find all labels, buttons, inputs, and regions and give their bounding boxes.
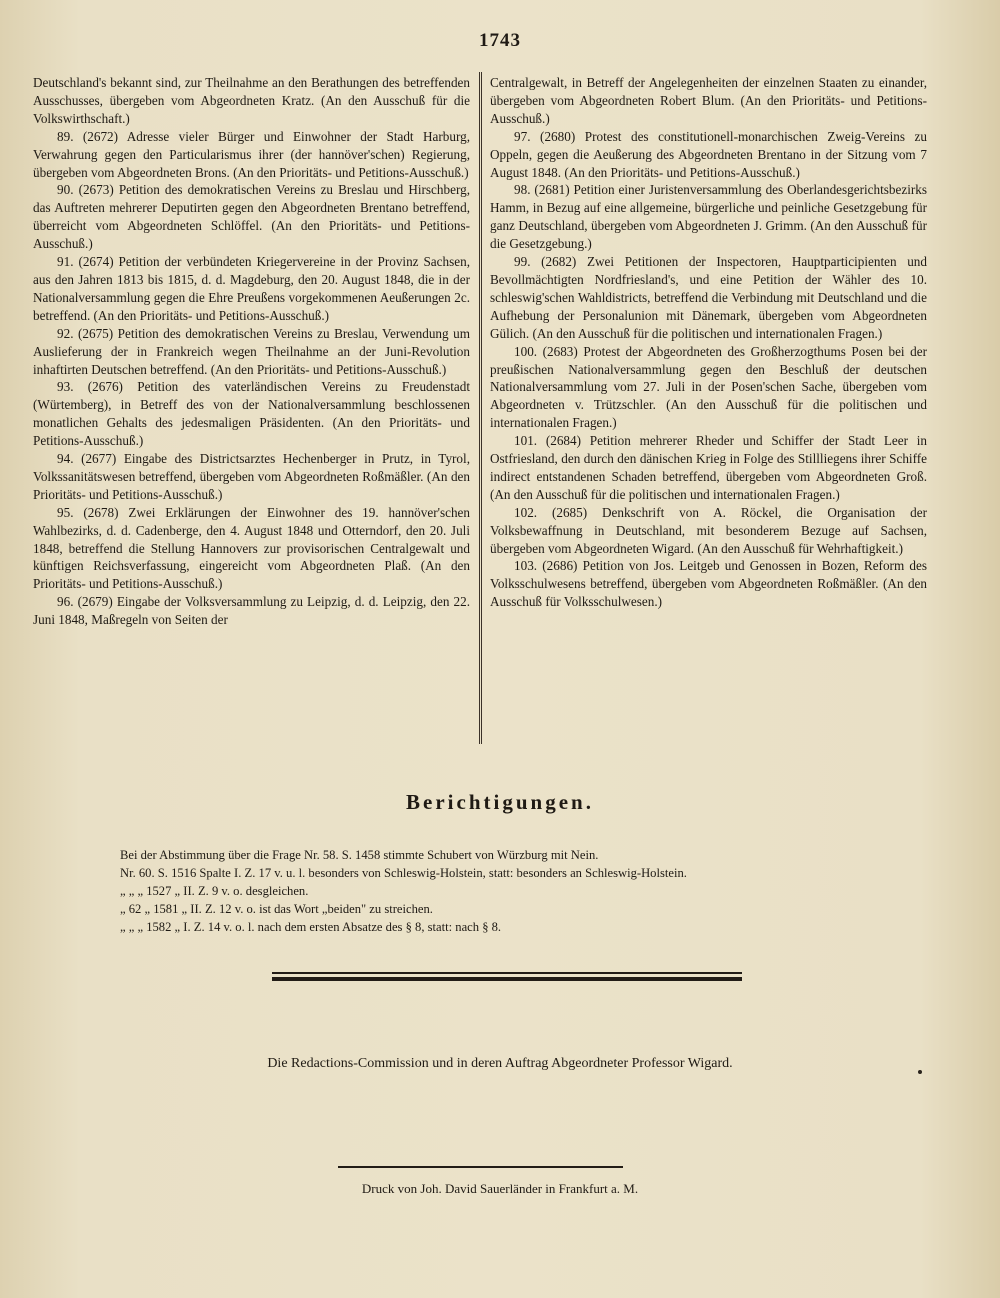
page-number: 1743 bbox=[479, 30, 521, 51]
ink-dot bbox=[918, 1070, 922, 1074]
entry-paragraph: Deutschland's bekannt sind, zur Theilnahme an den Berathungen des betreffenden Ausschusses, übergeben vom Abgeordneten Kratz. (An den Ausschuß für die Volkswirthschaft.) bbox=[33, 75, 470, 126]
entry-paragraph: 97. (2680) Protest des constitutionell-monarchischen Zweig-Vereins zu Oppeln, gegen die Aeußerung des Abgeordneten Brentano in der Sitzung vom 7 August 1848. (An den Prioritäts- und Petitions-Ausschuß.) bbox=[490, 128, 927, 180]
printer-rule bbox=[338, 1166, 623, 1168]
right-column bbox=[490, 74, 927, 611]
entry-paragraph: 93. (2676) Petition des vaterländischen Vereins zu Freudenstadt (Würtemberg), in Betreff des von der Nationalversammlung beschlossenen monatlichen Gehalts des jedesmaligen Präsidenten. (An den Prioritäts- und Petitions-Ausschuß.) bbox=[33, 379, 470, 449]
entry-paragraph: 91. (2674) Petition der verbündeten Kriegervereine in der Provinz Sachsen, aus den Jahren 1813 bis 1815, d. d. Magdeburg, den 20. August 1848, die in der Nationalversammlung gegen die Ehre Preußens vorgekommenen Aeußerungen 2c. betreffend. (An den Prioritäts- und Petitions-Ausschuß.) bbox=[33, 254, 470, 323]
double-rule-top bbox=[272, 972, 742, 974]
correction-line: Nr. 60. S. 1516 Spalte I. Z. 17 v. u. l. besonders von Schleswig-Holstein, statt: besonders an Schleswig-Holstein. bbox=[120, 866, 687, 880]
entry-paragraph: 94. (2677) Eingabe des Districtsarztes Hechenberger in Prutz, in Tyrol, Volkssanitätswesen betreffend, übergeben vom Abgeordneten Roßmäßler. (An den Prioritäts- und Petitions-Ausschuß.) bbox=[33, 451, 470, 502]
entry-paragraph: 92. (2675) Petition des demokratischen Vereins zu Breslau, Verwendung um Auslieferung der in Frankreich wegen Theilnahme an der Juni-Revolution inhaftirten Deutschen betreffend. (An den Prioritäts- und Petitions-Ausschuß.) bbox=[33, 325, 470, 377]
editors-line: Die Redactions-Commission und in deren Auftrag Abgeordneter Professor Wigard. bbox=[267, 1056, 733, 1071]
entry-paragraph: 96. (2679) Eingabe der Volksversammlung zu Leipzig, d. d. Leipzig, den 22. Juni 1848, Maßregeln von Seiten der bbox=[33, 594, 470, 628]
corrections-block bbox=[120, 846, 920, 936]
entry-paragraph: 99. (2682) Zwei Petitionen der Inspectoren, Hauptparticipienten und Bevollmächtigten Nordfriesland's, und eine Petition der Wähler des 10. schleswig'schen Wahldistricts, betreffend die Verbindung mit Deutschland und die Aufhebung der Personalunion mit Dänemark, übergeben vom Abgeordneten Gülich. (An den Ausschuß für die politischen und internationalen Fragen.) bbox=[490, 254, 927, 341]
correction-line: „ „ „ 1582 „ I. Z. 14 v. o. l. nach dem ersten Absatze des § 8, statt: nach § 8. bbox=[120, 920, 502, 934]
entry-paragraph: 102. (2685) Denkschrift von A. Röckel, die Organisation der Volksbewaffnung in Deutschland, mit besonderem Bezuge auf Sachsen, übergeben vom Abgeordneten Wigard. (An den Ausschuß für Wehrhaftigkeit.) bbox=[490, 504, 927, 556]
correction-line: Bei der Abstimmung über die Frage Nr. 58. S. 1458 stimmte Schubert von Würzburg mit Nein. bbox=[120, 848, 599, 862]
entry-paragraph: 100. (2683) Protest der Abgeordneten des Großherzogthums Posen bei der preußischen Nationalversammlung gegen den Beschluß der deutschen Nationalversammlung vom 27. Juli in der Posen'schen Sache, übergeben vom Abgeordneten v. Trützschler. (An den Ausschuß für die politischen und internationalen Fragen.) bbox=[490, 343, 927, 431]
entry-paragraph: 89. (2672) Adresse vieler Bürger und Einwohner der Stadt Harburg, Verwahrung gegen den Particularismus ihrer (der hannöver'schen) Regierung, übergeben vom Abgeordneten Brons. (An den Prioritäts- und Petitions-Ausschuß.) bbox=[33, 128, 470, 180]
entry-paragraph: 103. (2686) Petition von Jos. Leitgeb und Genossen in Bozen, Reform des Volksschulwesens betreffend, übergeben vom Abgeordneten Roßmäßler. (An den Ausschuß für Volksschulwesen.) bbox=[490, 558, 927, 610]
correction-line: „ 62 „ 1581 „ II. Z. 12 v. o. ist das Wort „beiden" zu streichen. bbox=[120, 902, 433, 916]
column-divider bbox=[479, 72, 482, 744]
left-column bbox=[33, 74, 470, 629]
corrections-title: Berichtigungen. bbox=[406, 790, 594, 814]
printer-line: Druck von Joh. David Sauerländer in Frankfurt a. M. bbox=[361, 1181, 639, 1196]
entry-paragraph: 101. (2684) Petition mehrerer Rheder und Schiffer der Stadt Leer in Ostfriesland, den durch den dänischen Krieg in Folge des Stillliegens ihrer Schiffe indirect entstandenen Schaden betreffend, übergeben vom Abgeordneten Groß. (An den Ausschuß für die politischen und internationalen Fragen.) bbox=[490, 433, 927, 502]
entry-paragraph: 90. (2673) Petition des demokratischen Vereins zu Breslau und Hirschberg, das Auftreten mehrerer Deputirten gegen den Abgeordneten Brentano betreffend, überreicht vom Abgeordneten Schlöffel. (An den Prioritäts- und Petitions-Ausschuß.) bbox=[33, 182, 470, 252]
double-rule-bottom bbox=[272, 977, 742, 981]
entry-paragraph: 98. (2681) Petition einer Juristenversammlung des Oberlandesgerichtsbezirks Hamm, in Bezug auf eine allgemeine, bürgerliche und peinliche Gesetzgebung für ganz Deutschland, übergeben vom Abgeordneten J. Grimm. (An den Ausschuß für die Gesetzgebung.) bbox=[490, 182, 927, 252]
entry-paragraph: Centralgewalt, in Betreff der Angelegenheiten der einzelnen Staaten zu einander, übergeben vom Abgeordneten Robert Blum. (An den Prioritäts- und Petitions-Ausschuß.) bbox=[490, 75, 927, 126]
entry-paragraph: 95. (2678) Zwei Erklärungen der Einwohner des 19. hannöver'schen Wahlbezirks, d. d. Cadenberge, den 4. August 1848 und Otterndorf, den 20. Juli 1848, betreffend die Stellung Hannovers zur provisorischen Centralgewalt und künftigen Reichsverfassung, eingereicht vom Abgeordneten Plaß. (An den Prioritäts- und Petitions-Ausschuß.) bbox=[33, 504, 470, 592]
correction-line: „ „ „ 1527 „ II. Z. 9 v. o. desgleichen. bbox=[120, 884, 309, 898]
